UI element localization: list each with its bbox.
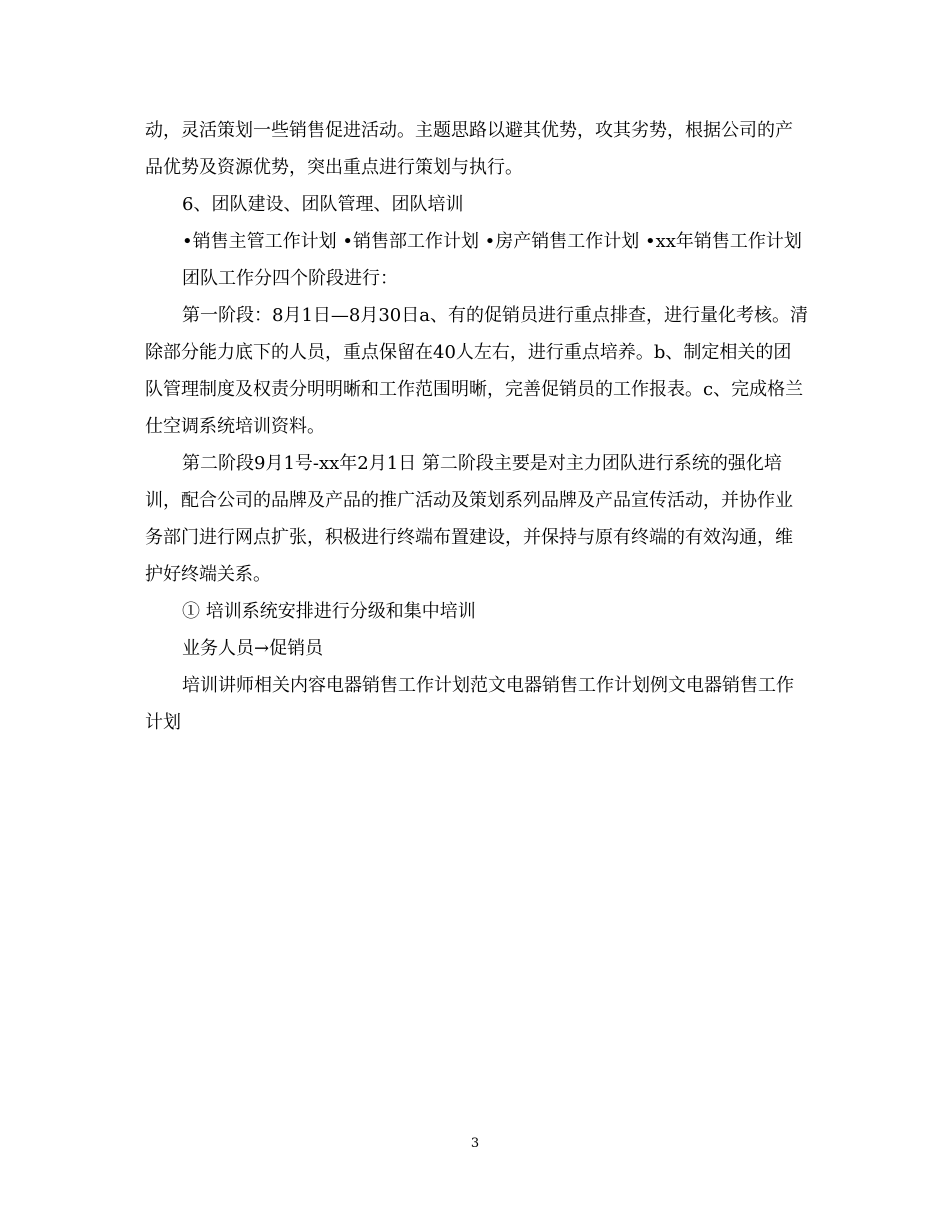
paragraph-4: 团队工作分四个阶段进行： <box>182 268 398 289</box>
paragraph-5: 第一阶段：8月1日—8月30日a、有的促销员进行重点排查，进行量化考核。清除部分能力底下的人员，重点保留在40人左右，进行重点培养。b、制定相关的团队管理制度及权责分明明晰和工作范围明晰，完善促销员的工作报表。c、完成格兰仕空调系统培训资料。 <box>145 305 808 437</box>
paragraph-2: 6、团队建设、团队管理、团队培训 <box>182 194 464 215</box>
page-number: 3 <box>470 1136 480 1151</box>
paragraph-6: 第二阶段9月1号-xx年2月1日 第二阶段主要是对主力团队进行系统的强化培训，配合公司的品牌及产品的推广活动及策划系列品牌及产品宣传活动，并协作业务部门进行网点扩张，积极进行终端布置建设，并保持与原有终端的有效沟通，维护好终端关系。 <box>145 453 793 585</box>
paragraph-3: •销售主管工作计划 •销售部工作计划 •房产销售工作计划 •xx年销售工作计划 <box>182 231 802 252</box>
document-body <box>145 112 809 741</box>
paragraph-9: 培训讲师相关内容电器销售工作计划范文电器销售工作计划例文电器销售工作计划 <box>145 675 794 733</box>
paragraph-7: ① 培训系统安排进行分级和集中培训 <box>182 601 476 622</box>
paragraph-1: 动，灵活策划一些销售促进活动。主题思路以避其优势，攻其劣势，根据公司的产品优势及资源优势，突出重点进行策划与执行。 <box>145 120 793 178</box>
paragraph-8: 业务人员→促销员 <box>182 638 324 659</box>
